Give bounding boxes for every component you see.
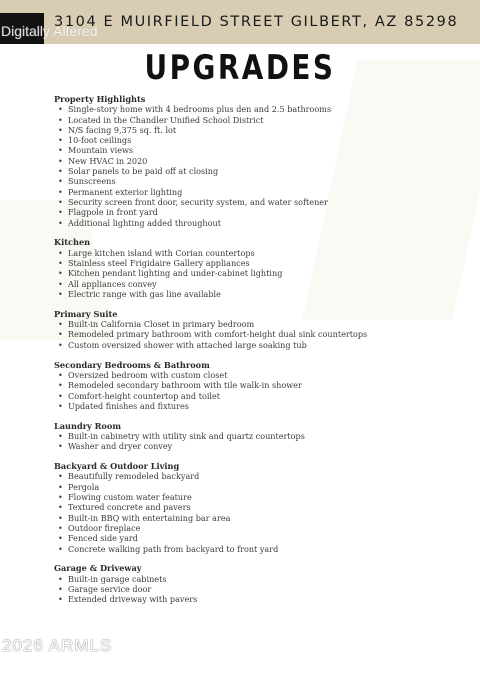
page-title: UPGRADES [144,48,336,88]
list-item: • Stainless steel Frigidaire Gallery appliances [54,258,464,268]
section-title: Backyard & Outdoor Living [54,461,180,472]
list-item: • Updated finishes and fixtures [54,401,464,411]
list-item: • All appliances convey [54,279,464,289]
section-title: Secondary Bedrooms & Bathroom [54,359,210,370]
list-item: • N/S facing 9,375 sq. ft. lot [54,125,464,135]
list-item: • Sunscreens [54,176,464,186]
list-item: • 10-foot ceilings [54,135,464,145]
list-item: • Textured concrete and pavers [54,502,464,512]
list-item: • Located in the Chandler Unified School District [54,115,464,125]
section-title: Primary Suite [54,308,118,319]
section-title: Garage & Driveway [54,563,142,574]
armls-watermark: 2026 ARMLS [2,636,113,655]
section-backyard-outdoor-living [54,461,464,554]
list-item: • Built-in California Closet in primary bedroom [54,319,464,329]
upgrades-list [54,94,464,614]
list-item: • Additional lighting added throughout [54,218,464,228]
list-item: • Built-in BBQ with entertaining bar area [54,513,464,523]
list-item: • New HVAC in 2020 [54,156,464,166]
section-garage-driveway [54,563,464,604]
section-laundry-room [54,421,464,452]
list-item: • Fenced side yard [54,533,464,543]
list-item: • Washer and dryer convey [54,441,464,451]
bullet-list [54,431,464,452]
list-item: • Garage service door [54,584,464,594]
section-title: Laundry Room [54,420,122,431]
list-item: • Flowing custom water feature [54,492,464,502]
section-primary-suite [54,309,464,350]
list-item: • Custom oversized shower with attached large soaking tub [54,340,464,350]
list-item: • Large kitchen island with Corian countertops [54,248,464,258]
bullet-list [54,319,464,350]
list-item: • Oversized bedroom with custom closet [54,370,464,380]
section-title: Kitchen [54,237,91,248]
list-item: • Comfort-height countertop and toilet [54,391,464,401]
section-secondary-bedrooms-bathroom [54,360,464,411]
section-title: Property Highlights [54,94,146,104]
bullet-list [54,370,464,411]
list-item: • Remodeled primary bathroom with comfort-height dual sink countertops [54,329,464,339]
list-item: • Built-in garage cabinets [54,574,464,584]
property-address: 3104 E MUIRFIELD STREET GILBERT, AZ 85298 [54,14,459,30]
list-item: • Permanent exterior lighting [54,187,464,197]
list-item: • Solar panels to be paid off at closing [54,166,464,176]
list-item: • Concrete walking path from backyard to front yard [54,544,464,554]
bullet-list [54,248,464,299]
list-item: • Kitchen pendant lighting and under-cabinet lighting [54,268,464,278]
list-item: • Outdoor fireplace [54,523,464,533]
bullet-list [54,574,464,605]
list-item: • Security screen front door, security system, and water softener [54,197,464,207]
bullet-list [54,471,464,553]
list-item: • Remodeled secondary bathroom with tile walk-in shower [54,380,464,390]
list-item: • Pergola [54,482,464,492]
digitally-altered-watermark: Digitally Altered [1,23,98,39]
list-item: • Built-in cabinetry with utility sink and quartz countertops [54,431,464,441]
section-property-highlights [54,94,464,228]
bullet-list [54,104,464,228]
section-kitchen [54,237,464,299]
list-item: • Beautifully remodeled backyard [54,471,464,481]
list-item: • Flagpole in front yard [54,207,464,217]
list-item: • Extended driveway with pavers [54,594,464,604]
list-item: • Mountain views [54,145,464,155]
list-item: • Single-story home with 4 bedrooms plus den and 2.5 bathrooms [54,104,464,114]
list-item: • Electric range with gas line available [54,289,464,299]
